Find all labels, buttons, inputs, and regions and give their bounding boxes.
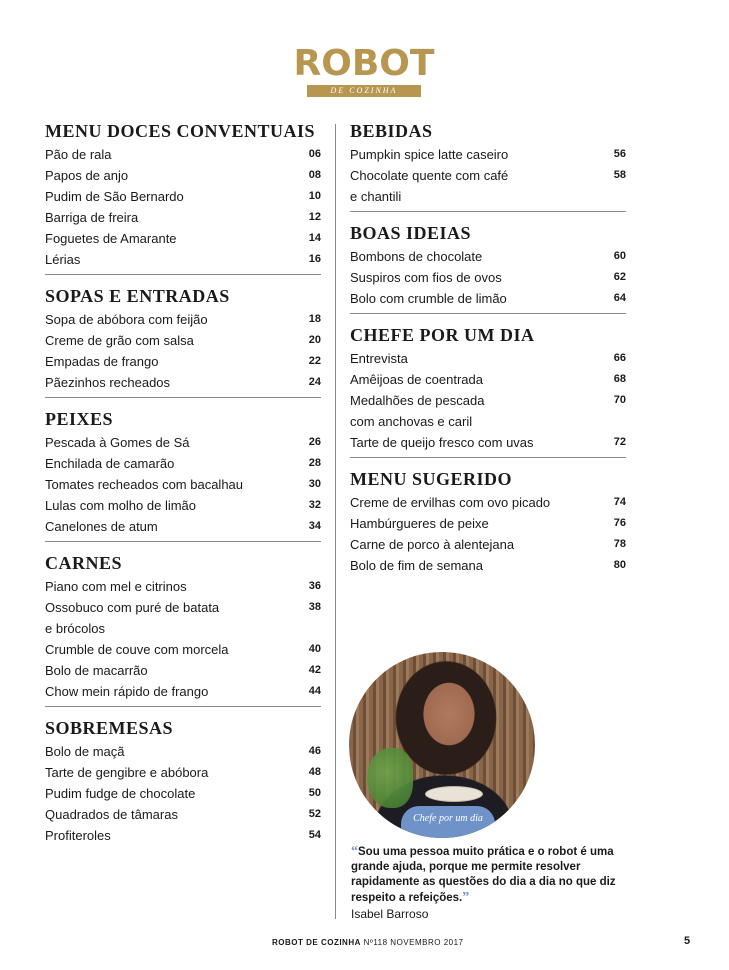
- toc-entry[interactable]: [350, 165, 626, 186]
- entry-title: Bolo de maçã: [45, 744, 125, 759]
- toc-entry[interactable]: [350, 246, 626, 267]
- toc-entry[interactable]: [350, 186, 626, 207]
- toc-entry[interactable]: [350, 411, 626, 432]
- toc-entry[interactable]: [45, 165, 321, 186]
- section-title: BEBIDAS: [350, 121, 433, 141]
- toc-entry[interactable]: [45, 741, 321, 762]
- toc-section: [350, 120, 626, 212]
- entry-page-number: 44: [308, 685, 321, 697]
- entry-page-number: 52: [308, 808, 321, 820]
- toc-entry[interactable]: [45, 372, 321, 393]
- quote-text: Sou uma pessoa muito prática e o robot é uma grande ajuda, porque me permite resolver rapidamente as questões do dia a dia no que diz respeito a refeições.: [351, 846, 616, 904]
- contents-right-column: [350, 118, 626, 590]
- entry-title: Foguetes de Amarante: [45, 231, 177, 246]
- toc-section: [350, 468, 626, 580]
- entry-page-number: 32: [308, 499, 321, 511]
- entry-page-number: 14: [308, 232, 321, 244]
- entry-page-number: 66: [613, 352, 626, 364]
- entry-title: e chantili: [350, 189, 402, 204]
- entry-page-number: 12: [308, 211, 321, 223]
- footer-issue: Nº118 NOVEMBRO 2017: [363, 938, 464, 947]
- toc-entry[interactable]: [45, 228, 321, 249]
- toc-section: [45, 120, 321, 275]
- toc-entry[interactable]: [45, 660, 321, 681]
- entry-title: Canelones de atum: [45, 519, 158, 534]
- toc-entry[interactable]: [350, 555, 626, 576]
- entry-page-number: 62: [613, 271, 626, 283]
- toc-entry[interactable]: [350, 534, 626, 555]
- footer-brand: ROBOT DE COZINHA: [272, 938, 361, 947]
- entry-title: Amêijoas de coentrada: [350, 372, 483, 387]
- toc-entry[interactable]: [350, 369, 626, 390]
- entry-page-number: 16: [308, 253, 321, 265]
- toc-section: [45, 552, 321, 707]
- entry-page-number: 10: [308, 190, 321, 202]
- toc-entry[interactable]: [45, 144, 321, 165]
- entry-title: Piano com mel e citrinos: [45, 579, 187, 594]
- entry-title: Profiteroles: [45, 828, 111, 843]
- section-title: MENU SUGERIDO: [350, 469, 513, 489]
- toc-entry[interactable]: [45, 351, 321, 372]
- toc-entry[interactable]: [45, 495, 321, 516]
- quote-author: Isabel Barroso: [351, 907, 429, 921]
- entry-title: Bolo de macarrão: [45, 663, 148, 678]
- entry-page-number: 22: [308, 355, 321, 367]
- toc-entry[interactable]: [45, 576, 321, 597]
- entry-title: Tarte de queijo fresco com uvas: [350, 435, 534, 450]
- entry-page-number: 40: [308, 643, 321, 655]
- entry-title: Pudim de São Bernardo: [45, 189, 184, 204]
- entry-title: Bombons de chocolate: [350, 249, 483, 264]
- toc-entry[interactable]: [350, 144, 626, 165]
- toc-entry[interactable]: [45, 453, 321, 474]
- entry-title: Lulas com molho de limão: [45, 498, 197, 513]
- toc-entry[interactable]: [45, 309, 321, 330]
- toc-section: [45, 717, 321, 850]
- entry-page-number: 76: [613, 517, 626, 529]
- entry-title: Papos de anjo: [45, 168, 129, 183]
- toc-entry[interactable]: [45, 432, 321, 453]
- entry-title: Lérias: [45, 252, 81, 267]
- entry-title: Pão de rala: [45, 147, 112, 162]
- entry-title: Pãezinhos recheados: [45, 375, 171, 390]
- toc-entry[interactable]: [45, 249, 321, 270]
- entry-page-number: 34: [308, 520, 321, 532]
- entry-page-number: 38: [308, 601, 321, 613]
- entry-title: Bolo com crumble de limão: [350, 291, 507, 306]
- section-title: MENU DOCES CONVENTUAIS: [45, 121, 316, 141]
- toc-entry[interactable]: [350, 288, 626, 309]
- section-title: SOPAS E ENTRADAS: [45, 286, 230, 306]
- entry-title: e brócolos: [45, 621, 105, 636]
- plate-illustration: [425, 786, 483, 802]
- entry-page-number: 48: [308, 766, 321, 778]
- entry-title: Enchilada de camarão: [45, 456, 175, 471]
- entry-page-number: 30: [308, 478, 321, 490]
- section-title: SOBREMESAS: [45, 718, 174, 738]
- entry-page-number: 60: [613, 250, 626, 262]
- toc-entry[interactable]: [45, 639, 321, 660]
- chef-portrait-photo: [349, 652, 535, 838]
- entry-title: Ossobuco com puré de batata: [45, 600, 220, 615]
- entry-page-number: 54: [308, 829, 321, 841]
- quote-text-block: [351, 844, 621, 906]
- toc-entry[interactable]: [45, 207, 321, 228]
- toc-entry[interactable]: [45, 516, 321, 537]
- entry-title: Hambúrgueres de peixe: [350, 516, 489, 531]
- toc-entry[interactable]: [350, 348, 626, 369]
- entry-page-number: 06: [308, 148, 321, 160]
- entry-page-number: 64: [613, 292, 626, 304]
- entry-title: Pescada à Gomes de Sá: [45, 435, 190, 450]
- open-quote-icon: “: [351, 844, 358, 859]
- masthead-logo: [285, 43, 443, 102]
- entry-page-number: 28: [308, 457, 321, 469]
- entry-title: Pumpkin spice latte caseiro: [350, 147, 509, 162]
- entry-title: com anchovas e caril: [350, 414, 473, 429]
- entry-page-number: 80: [613, 559, 626, 571]
- entry-title: Bolo de fim de semana: [350, 558, 483, 573]
- toc-section: [350, 222, 626, 314]
- entry-page-number: 72: [613, 436, 626, 448]
- entry-title: Chocolate quente com café: [350, 168, 509, 183]
- entry-page-number: 08: [308, 169, 321, 181]
- entry-page-number: 20: [308, 334, 321, 346]
- toc-entry[interactable]: [350, 492, 626, 513]
- toc-entry[interactable]: [45, 681, 321, 702]
- chef-quote: [351, 844, 621, 922]
- toc-entry[interactable]: [45, 597, 321, 618]
- entry-title: Entrevista: [350, 351, 408, 366]
- chef-badge: Chefe por um dia: [401, 806, 495, 838]
- entry-title: Barriga de freira: [45, 210, 139, 225]
- entry-page-number: 74: [613, 496, 626, 508]
- toc-entry[interactable]: [350, 432, 626, 453]
- plant-illustration: [367, 748, 413, 808]
- entry-title: Creme de ervilhas com ovo picado: [350, 495, 551, 510]
- toc-entry[interactable]: [45, 618, 321, 639]
- toc-entry[interactable]: [45, 330, 321, 351]
- entry-page-number: 46: [308, 745, 321, 757]
- entry-page-number: 58: [613, 169, 626, 181]
- contents-left-column: [45, 118, 321, 860]
- entry-title: Crumble de couve com morcela: [45, 642, 229, 657]
- entry-title: Chow mein rápido de frango: [45, 684, 209, 699]
- entry-title: Suspiros com fios de ovos: [350, 270, 502, 285]
- entry-page-number: 56: [613, 148, 626, 160]
- section-title: CARNES: [45, 553, 123, 573]
- entry-page-number: 78: [613, 538, 626, 550]
- section-title: PEIXES: [45, 409, 114, 429]
- section-title: CHEFE POR UM DIA: [350, 325, 535, 345]
- entry-page-number: 68: [613, 373, 626, 385]
- entry-title: Sopa de abóbora com feijão: [45, 312, 208, 327]
- toc-entry[interactable]: [45, 804, 321, 825]
- close-quote-icon: ”: [462, 890, 470, 905]
- toc-section: [45, 408, 321, 542]
- toc-entry[interactable]: [45, 783, 321, 804]
- entry-page-number: 70: [613, 394, 626, 406]
- toc-section: [350, 324, 626, 458]
- entry-title: Creme de grão com salsa: [45, 333, 194, 348]
- entry-page-number: 50: [308, 787, 321, 799]
- entry-page-number: 18: [308, 313, 321, 325]
- entry-title: Empadas de frango: [45, 354, 159, 369]
- logo-subtitle-ribbon: DE COZINHA: [307, 85, 421, 97]
- toc-section: [45, 285, 321, 398]
- toc-entry[interactable]: [45, 825, 321, 846]
- entry-title: Pudim fudge de chocolate: [45, 786, 196, 801]
- toc-entry[interactable]: [350, 390, 626, 411]
- page-number: 5: [684, 935, 691, 947]
- entry-page-number: 36: [308, 580, 321, 592]
- entry-page-number: 26: [308, 436, 321, 448]
- toc-entry[interactable]: [45, 762, 321, 783]
- logo-wordmark: ROBOT: [293, 43, 435, 84]
- entry-page-number: 24: [308, 376, 321, 388]
- entry-page-number: 42: [308, 664, 321, 676]
- entry-title: Quadrados de tâmaras: [45, 807, 178, 822]
- column-divider: [335, 124, 336, 919]
- toc-entry[interactable]: [350, 267, 626, 288]
- page-footer: [272, 938, 464, 947]
- toc-entry[interactable]: [350, 513, 626, 534]
- entry-title: Medalhões de pescada: [350, 393, 485, 408]
- toc-entry[interactable]: [45, 186, 321, 207]
- section-title: BOAS IDEIAS: [350, 223, 472, 243]
- entry-title: Carne de porco à alentejana: [350, 537, 515, 552]
- entry-title: Tarte de gengibre e abóbora: [45, 765, 209, 780]
- entry-title: Tomates recheados com bacalhau: [45, 477, 244, 492]
- toc-entry[interactable]: [45, 474, 321, 495]
